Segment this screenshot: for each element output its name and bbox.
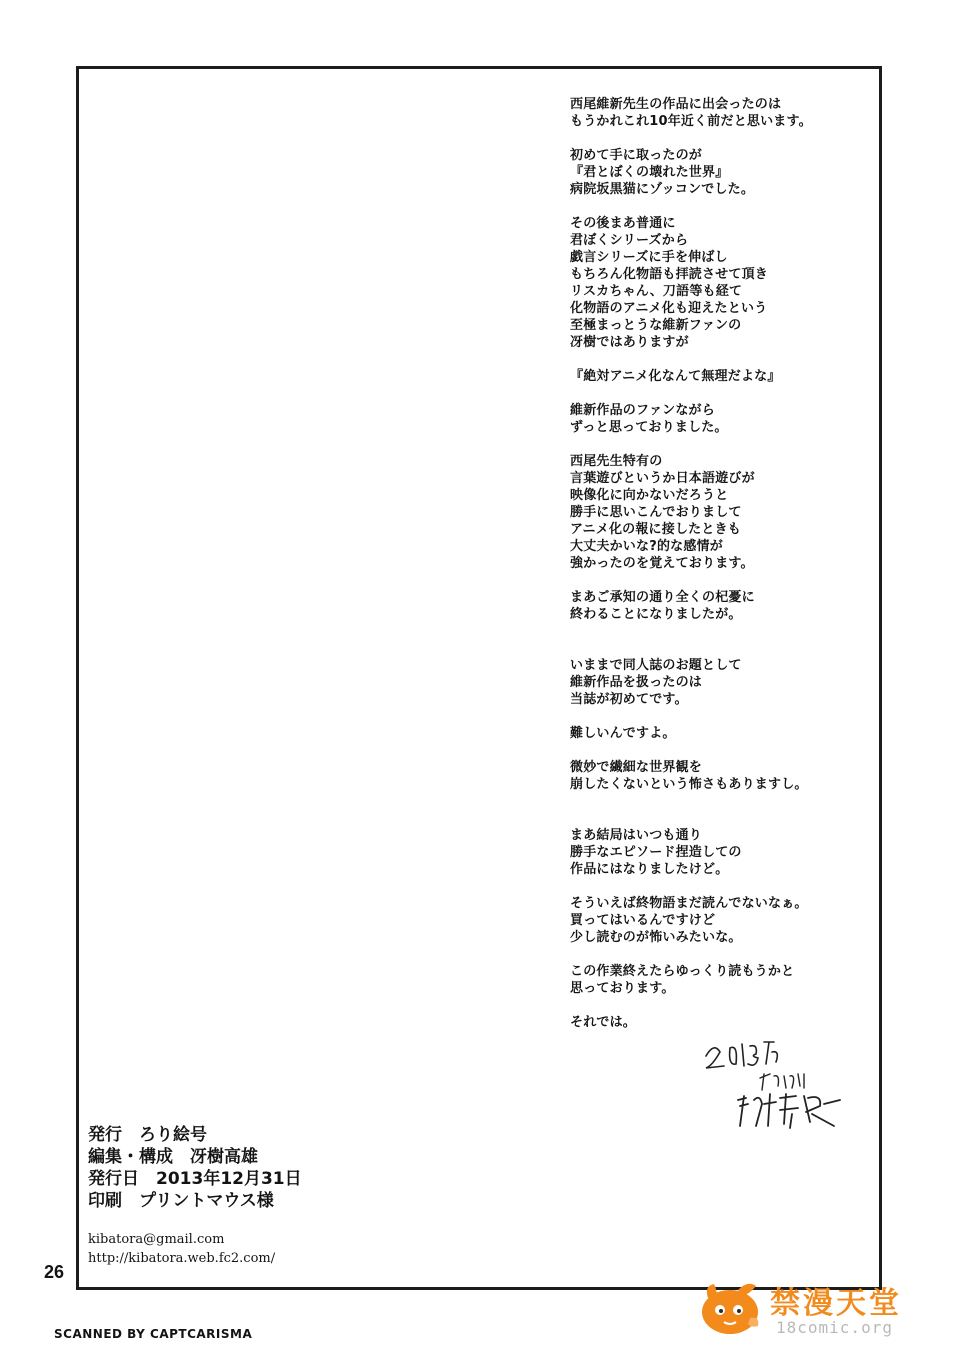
afterword-paragraph	[570, 402, 860, 436]
text-line: いままで同人誌のお題として	[570, 658, 742, 673]
text-line: 冴樹ではありますが	[570, 335, 689, 350]
text-line: ずっと思っておりました。	[570, 420, 728, 435]
contact-info	[88, 1230, 275, 1268]
text-line: 微妙で繊細な世界観を	[570, 760, 703, 775]
afterword-paragraph	[570, 657, 860, 708]
mascot-logo-icon	[698, 1280, 764, 1336]
text-line: 化物語のアニメ化も迎えたという	[570, 301, 768, 316]
handwritten-signature	[700, 1034, 870, 1134]
text-line: 少し読むのが怖いみたいな。	[570, 930, 742, 945]
afterword-paragraph	[570, 453, 860, 572]
afterword-text	[570, 96, 860, 1048]
afterword-paragraph	[570, 759, 860, 793]
text-line: 戯言シリーズに手を伸ばし	[570, 250, 728, 265]
text-line: まあご承知の通り全くの杞憂に	[570, 590, 755, 605]
text-line: 君ぼくシリーズから	[570, 233, 689, 248]
text-line: 『絶対アニメ化なんて無理だよな』	[570, 369, 781, 384]
site-watermark	[698, 1276, 928, 1342]
text-line: 初めて手に取ったのが	[570, 148, 703, 163]
page-number: 26	[44, 1262, 65, 1282]
watermark-title: 禁漫天堂	[770, 1286, 902, 1321]
text-line: 病院坂黒猫にゾッコンでした。	[570, 182, 755, 197]
afterword-paragraph	[570, 368, 860, 385]
text-line: 思っております。	[570, 981, 675, 996]
text-line: 西尾先生特有の	[570, 454, 663, 469]
text-line: アニメ化の報に接したときも	[570, 522, 741, 537]
text-line: 作品にはなりましたけど。	[570, 862, 729, 877]
website-url[interactable]: http://kibatora.web.fc2.com/	[88, 1251, 276, 1266]
afterword-paragraph	[570, 827, 860, 878]
text-line: 強かったのを覚えております。	[570, 556, 754, 571]
text-line: 買ってはいるんですけど	[570, 913, 716, 928]
watermark-domain: 18comic.org	[776, 1318, 893, 1337]
text-line: その後まあ普通に	[570, 216, 676, 231]
publisher-line: 発行 ろり絵号	[88, 1125, 207, 1145]
text-line: 終わることになりましたが。	[570, 607, 742, 622]
editor-line: 編集・構成 冴樹高雄	[88, 1147, 258, 1167]
text-line: まあ結局はいつも通り	[570, 828, 703, 843]
text-line: 当誌が初めてです。	[570, 692, 688, 707]
text-line: 『君とぼくの壊れた世界』	[570, 165, 729, 180]
text-line: 難しいんですよ。	[570, 726, 676, 741]
afterword-paragraph	[570, 895, 860, 946]
text-line: 至極まっとうな維新ファンの	[570, 318, 742, 333]
colophon	[88, 1124, 302, 1212]
scanner-credit: SCANNED BY CAPTCARISMA	[54, 1327, 253, 1341]
text-line: この作業終えたらゆっくり読もうかと	[570, 964, 795, 979]
text-line: 言葉遊びというか日本語遊びが	[570, 471, 755, 486]
text-line: 大丈夫かいな?的な感情が	[570, 539, 723, 554]
afterword-paragraph	[570, 1014, 860, 1031]
text-line: リスカちゃん、刀語等も経て	[570, 284, 743, 299]
text-line: そういえば終物語まだ読んでないなぁ。	[570, 896, 808, 911]
afterword-paragraph	[570, 589, 860, 623]
text-line: もうかれこれ10年近く前だと思います。	[570, 114, 812, 129]
text-line: それでは。	[570, 1015, 637, 1030]
text-line: 勝手に思いこんでおりまして	[570, 505, 742, 520]
afterword-paragraph	[570, 215, 860, 351]
signature-text: 2013冬	[700, 1034, 704, 1035]
text-line: 映像化に向かないだろうと	[570, 488, 729, 503]
text-line: もちろん化物語も拝読させて頂き	[570, 267, 769, 282]
email-address[interactable]: kibatora@gmail.com	[88, 1232, 225, 1247]
afterword-paragraph	[570, 147, 860, 198]
text-line: 崩したくないという怖さもありますし。	[570, 777, 808, 792]
issue-date-line: 発行日 2013年12月31日	[88, 1169, 302, 1189]
text-line: 維新作品のファンながら	[570, 403, 715, 418]
afterword-paragraph	[570, 725, 860, 742]
afterword-paragraph	[570, 96, 860, 130]
text-line: 勝手なエピソード捏造しての	[570, 845, 742, 860]
text-line: 西尾維新先生の作品に出会ったのは	[570, 97, 782, 112]
printer-line: 印刷 プリントマウス様	[88, 1191, 274, 1211]
afterword-paragraph	[570, 963, 860, 997]
text-line: 維新作品を扱ったのは	[570, 675, 703, 690]
